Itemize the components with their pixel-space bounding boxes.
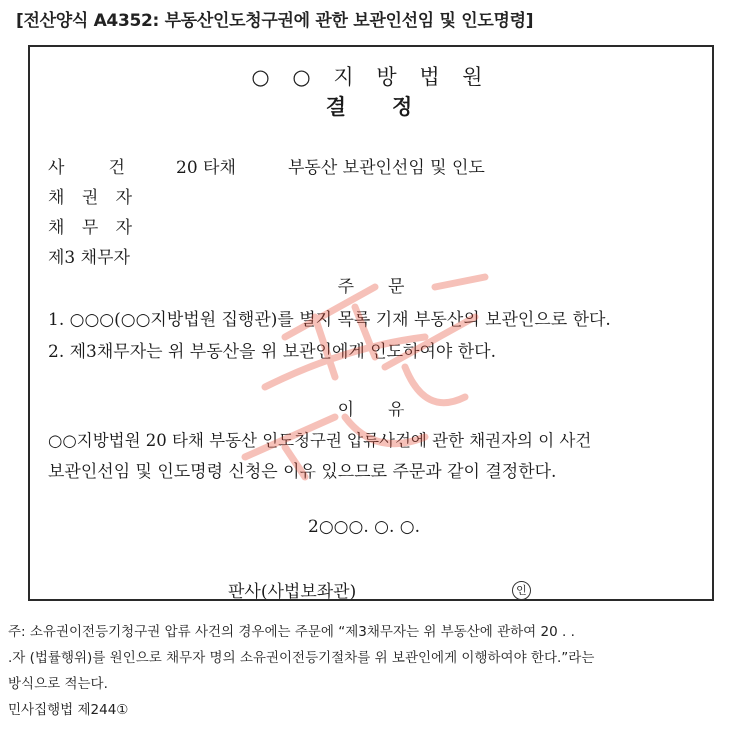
court-name: ○ ○ 지 방 법 원: [251, 65, 491, 89]
third-debtor-label: 제3 채무자: [48, 248, 130, 268]
title-char-2: 정: [392, 94, 417, 119]
order-heading-2: 문: [388, 277, 405, 297]
case-number: 20 타채: [176, 158, 236, 178]
judge-label: 판사(사법보좌관): [228, 582, 357, 602]
reason-heading: [30, 395, 712, 420]
reason-heading-1: 이: [337, 400, 354, 420]
title-char-1: 결: [325, 94, 350, 119]
order-item-2: 2. 제3채무자는 위 부동산을 위 보관인에게 인도하여야 한다.: [48, 342, 496, 362]
decision-document: [28, 45, 714, 601]
reason-line-2: 보관인선임 및 인도명령 신청은 이유 있으므로 주문과 같이 결정한다.: [48, 462, 557, 482]
case-name: 부동산 보관인선임 및 인도: [288, 158, 485, 178]
note-line-2: .자 (법률행위)를 원인으로 채무자 명의 소유권이전등기절차를 위 보관인에게 이행하여야 한다.”라는: [8, 650, 595, 666]
order-heading-1: 주: [337, 277, 354, 297]
document-title: [30, 91, 712, 121]
reason-line-1: ○○지방법원 20 타채 부동산 인도청구권 압류사건에 관한 채권자의 이 사건: [48, 431, 592, 450]
order-heading: [30, 272, 712, 297]
decision-date: 2○○○. ○. ○.: [308, 517, 421, 537]
creditor-label: 채 권 자: [48, 188, 139, 208]
note-line-3: 방식으로 적는다.: [8, 676, 108, 692]
debtor-label: 채 무 자: [48, 218, 139, 238]
form-header: [전산양식 A4352: 부동산인도청구권에 관한 보관인선임 및 인도명령]: [16, 11, 534, 31]
seal-icon: 인: [512, 581, 531, 600]
reason-heading-2: 유: [388, 400, 405, 420]
order-item-1: 1. ○○○(○○지방법원 집행관)를 별지 목록 기재 부동산의 보관인으로 한다.: [48, 310, 611, 330]
note-line-1: 주: 소유권이전등기청구권 압류 사건의 경우에는 주문에 “제3채무자는 위 부동산에 관하여 20 . .: [8, 624, 575, 640]
note-line-4: 민사집행법 제244①: [8, 702, 129, 718]
seal-mark: [512, 579, 531, 600]
case-label: 사 건: [48, 158, 125, 178]
